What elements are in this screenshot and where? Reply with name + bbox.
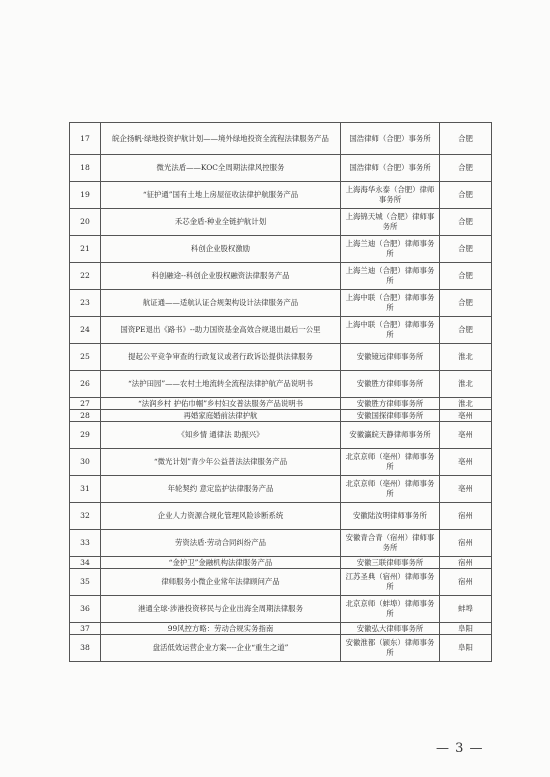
city-cell: 宿州 (440, 530, 492, 557)
city-cell: 淮北 (440, 344, 492, 371)
product-name-cell: 禾芯金盾-种业全链护航计划 (101, 209, 341, 236)
table-row (70, 422, 492, 449)
table-row (70, 123, 492, 155)
law-firm-cell: 上海锦天城（合肥）律师事务所 (341, 209, 440, 236)
table-row (70, 263, 492, 290)
product-name-cell: 航证通——适航认证合规架构设计法律服务产品 (101, 290, 341, 317)
law-firm-cell: 安徽胜方律师事务所 (341, 371, 440, 398)
city-cell: 合肥 (440, 155, 492, 182)
table-row (70, 290, 492, 317)
city-cell: 合肥 (440, 209, 492, 236)
law-firm-cell: 上海兰迪（合肥）律师事务所 (341, 263, 440, 290)
product-name-cell: 《知乡情 通律法 助振兴》 (101, 422, 341, 449)
row-number-cell: 19 (70, 182, 101, 209)
page-number: — 3 — (436, 741, 484, 756)
product-name-cell: 皖企扬帆·绿地投资护航计划——境外绿地投资全流程法律服务产品 (101, 123, 341, 155)
row-number-cell: 28 (70, 410, 101, 422)
table-row (70, 317, 492, 344)
table-row (70, 476, 492, 503)
law-firm-cell: 安徽弘大律师事务所 (341, 623, 440, 635)
row-number-cell: 27 (70, 398, 101, 410)
product-name-cell: 99风控方略：劳动合规实务指南 (101, 623, 341, 635)
row-number-cell: 22 (70, 263, 101, 290)
law-firm-cell: 安徽陆汝明律师事务所 (341, 503, 440, 530)
product-name-cell: 微光法盾——KOC全周期法律风控服务 (101, 155, 341, 182)
table-body (70, 123, 492, 662)
city-cell: 宿州 (440, 569, 492, 596)
table-row (70, 596, 492, 623)
table-row (70, 371, 492, 398)
row-number-cell: 23 (70, 290, 101, 317)
product-name-cell: “法护田园”——农村土地流转全流程法律护航产品说明书 (101, 371, 341, 398)
law-firm-cell: 上海兰迪（合肥）律师事务所 (341, 236, 440, 263)
product-name-cell: 提起公平竞争审查的行政复议或者行政诉讼提供法律服务 (101, 344, 341, 371)
city-cell: 淮北 (440, 371, 492, 398)
law-firm-cell: 上海中联（合肥）律师事务所 (341, 290, 440, 317)
row-number-cell: 30 (70, 449, 101, 476)
row-number-cell: 32 (70, 503, 101, 530)
table-row (70, 182, 492, 209)
table-row (70, 449, 492, 476)
table-row (70, 623, 492, 635)
product-name-cell: 再婚家庭婚前法律护航 (101, 410, 341, 422)
product-name-cell: “征护通”国有土地上房屋征收法律护航服务产品 (101, 182, 341, 209)
city-cell: 阜阳 (440, 635, 492, 662)
city-cell: 亳州 (440, 476, 492, 503)
product-name-cell: 科创企业股权激励 (101, 236, 341, 263)
table-row (70, 236, 492, 263)
city-cell: 合肥 (440, 182, 492, 209)
city-cell: 合肥 (440, 236, 492, 263)
table-row (70, 530, 492, 557)
table-row (70, 155, 492, 182)
table-row (70, 209, 492, 236)
table-row (70, 557, 492, 569)
law-firm-cell: 北京京师（亳州）律师事务所 (341, 476, 440, 503)
city-cell: 合肥 (440, 317, 492, 344)
table-row (70, 635, 492, 662)
row-number-cell: 20 (70, 209, 101, 236)
product-name-cell: 企业人力资源合规化管理风险诊断系统 (101, 503, 341, 530)
city-cell: 合肥 (440, 263, 492, 290)
table-row (70, 344, 492, 371)
row-number-cell: 34 (70, 557, 101, 569)
city-cell: 亳州 (440, 422, 492, 449)
row-number-cell: 38 (70, 635, 101, 662)
law-firm-cell: 安徽三联律师事务所 (341, 557, 440, 569)
law-firm-cell: 北京京师（蚌埠）律师事务所 (341, 596, 440, 623)
city-cell: 亳州 (440, 449, 492, 476)
row-number-cell: 29 (70, 422, 101, 449)
product-name-cell: “法润乡村 护佑巾帼”乡村妇女普法服务产品说明书 (101, 398, 341, 410)
row-number-cell: 36 (70, 596, 101, 623)
law-firm-cell: 安徽瀛皖天静律师事务所 (341, 422, 440, 449)
law-firm-cell: 安徽淮都（颍东）律师事务所 (341, 635, 440, 662)
city-cell: 亳州 (440, 410, 492, 422)
product-name-cell: 科创融途--科创企业股权融资法律服务产品 (101, 263, 341, 290)
city-cell: 宿州 (440, 503, 492, 530)
product-name-cell: 国资PE退出《路书》--助力国资基金高效合规退出最后一公里 (101, 317, 341, 344)
row-number-cell: 33 (70, 530, 101, 557)
product-name-cell: 港通全球·涉港投资移民与企业出海全周期法律服务 (101, 596, 341, 623)
row-number-cell: 26 (70, 371, 101, 398)
product-name-cell: 年轮契约 意定监护法律服务产品 (101, 476, 341, 503)
table-row (70, 503, 492, 530)
product-name-cell: 律师服务小微企业常年法律顾问产品 (101, 569, 341, 596)
law-firm-cell: 安徽国探律师事务所 (341, 410, 440, 422)
row-number-cell: 21 (70, 236, 101, 263)
product-name-cell: “金护卫”金融机构法律服务产品 (101, 557, 341, 569)
city-cell: 合肥 (440, 290, 492, 317)
product-name-cell: 劳资法盾·劳动合同纠纷产品 (101, 530, 341, 557)
row-number-cell: 37 (70, 623, 101, 635)
row-number-cell: 31 (70, 476, 101, 503)
law-firm-cell: 国浩律师（合肥）事务所 (341, 123, 440, 155)
city-cell: 蚌埠 (440, 596, 492, 623)
law-firm-cell: 上海中联（合肥）律师事务所 (341, 317, 440, 344)
product-name-cell: 盘活低效运营企业方案----企业“重生之道” (101, 635, 341, 662)
law-firm-cell: 江苏圣典（宿州）律师事务所 (341, 569, 440, 596)
row-number-cell: 35 (70, 569, 101, 596)
law-firm-cell: 安徽胜方律师事务所 (341, 398, 440, 410)
table-row (70, 410, 492, 422)
legal-products-table (69, 122, 492, 662)
row-number-cell: 25 (70, 344, 101, 371)
row-number-cell: 18 (70, 155, 101, 182)
row-number-cell: 17 (70, 123, 101, 155)
law-firm-cell: 安徽镜远律师事务所 (341, 344, 440, 371)
law-firm-cell: 安徽青合青（宿州）律师事务所 (341, 530, 440, 557)
table-row (70, 569, 492, 596)
product-name-cell: “微光计划”青少年公益普法法律服务产品 (101, 449, 341, 476)
law-firm-cell: 上海海华永泰（合肥）律师事务所 (341, 182, 440, 209)
city-cell: 宿州 (440, 557, 492, 569)
law-firm-cell: 国浩律师（合肥）事务所 (341, 155, 440, 182)
city-cell: 合肥 (440, 123, 492, 155)
table-row (70, 398, 492, 410)
law-firm-cell: 北京京师（亳州）律师事务所 (341, 449, 440, 476)
city-cell: 淮北 (440, 398, 492, 410)
row-number-cell: 24 (70, 317, 101, 344)
city-cell: 阜阳 (440, 623, 492, 635)
